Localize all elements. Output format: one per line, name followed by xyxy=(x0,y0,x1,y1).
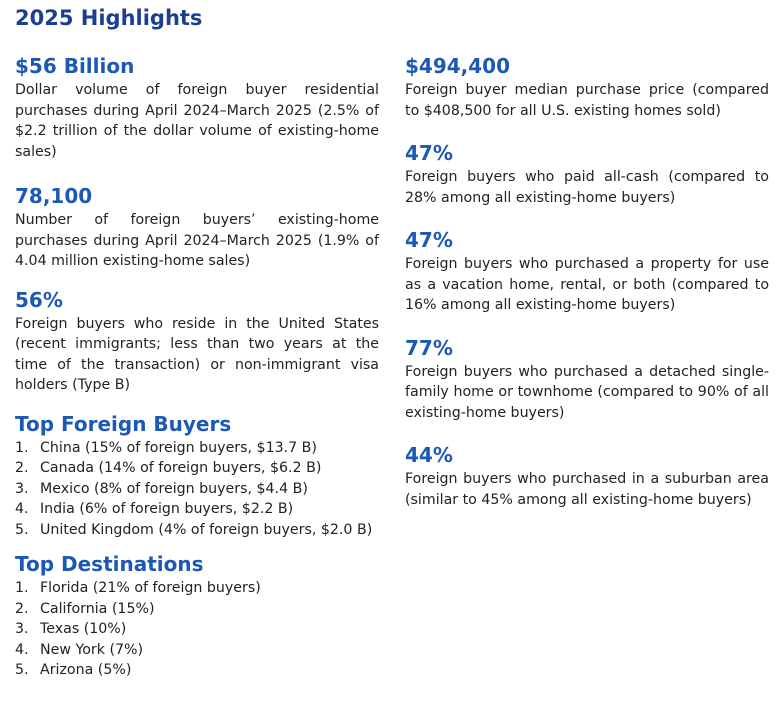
list-text: California (15%) xyxy=(40,600,155,617)
list-item xyxy=(15,599,379,620)
list-item xyxy=(15,479,379,500)
list-number: 2. xyxy=(15,460,29,476)
stat-dollar-volume xyxy=(15,52,379,162)
stat-description: Foreign buyers who reside in the United States (recent immigrants; less than two years at the time of the transaction) or non-immigrant visa holders (Type B) xyxy=(15,315,379,393)
top-destinations-section xyxy=(15,550,379,681)
list-number: 1. xyxy=(15,439,29,456)
list-item xyxy=(15,520,379,541)
list-text: United Kingdom (4% of foreign buyers, $2.0 B) xyxy=(40,521,373,538)
stat-description: Number of foreign buyers’ existing-home purchases during April 2024–March 2025 (1.9% of 4.04 million existing-home sales) xyxy=(15,212,379,269)
list-text: Canada (14% of foreign buyers, $6.2 B) xyxy=(40,460,322,476)
stat-value: 47% xyxy=(405,141,453,165)
stat-description: Foreign buyers who purchased a property for use as a vacation home, rental, or both (compared to 16% among all existing-home buyers) xyxy=(405,256,769,313)
section-heading: Top Destinations xyxy=(15,552,204,576)
list-number: 4. xyxy=(15,501,29,517)
stat-median-price xyxy=(405,52,769,121)
list-item xyxy=(15,499,379,520)
stat-value: 44% xyxy=(405,443,453,467)
top-destinations-list xyxy=(15,578,379,681)
list-text: Mexico (8% of foreign buyers, $4.4 B) xyxy=(40,480,308,497)
list-number: 3. xyxy=(15,621,29,637)
stat-value: 77% xyxy=(405,335,453,360)
stat-value: $56 Billion xyxy=(15,54,135,78)
stat-description: Dollar volume of foreign buyer residential purchases during April 2024–March 2025 (2.5% of $2.2 trillion of the dollar volume of existing-home sales) xyxy=(15,82,379,160)
list-item xyxy=(15,640,379,661)
stat-purchase-count xyxy=(15,182,379,272)
list-text: Texas (10%) xyxy=(40,621,127,637)
list-text: China (15% of foreign buyers, $13.7 B) xyxy=(40,439,317,456)
stat-description: Foreign buyer median purchase price (compared to $408,500 for all U.S. existing homes sold) xyxy=(405,82,769,119)
stat-description: Foreign buyers who purchased in a suburban area (similar to 45% among all existing-home buyers) xyxy=(405,471,769,508)
stat-all-cash xyxy=(405,139,769,208)
list-item xyxy=(15,660,379,681)
right-column xyxy=(405,52,769,510)
top-buyers-list xyxy=(15,438,379,541)
stat-value: 47% xyxy=(405,228,453,252)
list-number: 3. xyxy=(15,480,29,497)
list-text: India (6% of foreign buyers, $2.2 B) xyxy=(40,501,294,517)
list-number: 1. xyxy=(15,580,29,596)
stat-detached-home xyxy=(405,334,769,424)
stat-description: Foreign buyers who purchased a detached single-family home or townhome (compared to 90% of all existing-home buyers) xyxy=(405,363,769,421)
stat-suburban xyxy=(405,441,769,510)
stat-resident-share xyxy=(15,286,379,396)
list-text: Florida (21% of foreign buyers) xyxy=(40,580,261,596)
stat-value: 78,100 xyxy=(15,184,93,208)
list-item xyxy=(15,438,379,459)
stat-vacation-rental xyxy=(405,226,769,316)
stat-value: 56% xyxy=(15,287,63,312)
list-number: 2. xyxy=(15,600,29,617)
section-heading: Top Foreign Buyers xyxy=(15,411,232,436)
left-column xyxy=(15,52,379,681)
list-item xyxy=(15,578,379,599)
stat-description: Foreign buyers who paid all-cash (compared to 28% among all existing-home buyers) xyxy=(405,169,769,206)
stat-value: $494,400 xyxy=(405,54,511,78)
list-number: 4. xyxy=(15,641,29,658)
list-item xyxy=(15,458,379,479)
list-item xyxy=(15,619,379,640)
page-title: 2025 Highlights xyxy=(15,6,203,30)
list-text: Arizona (5%) xyxy=(40,662,132,678)
list-number: 5. xyxy=(15,521,29,538)
list-text: New York (7%) xyxy=(40,641,144,658)
top-buyers-section xyxy=(15,410,379,541)
list-number: 5. xyxy=(15,662,29,678)
